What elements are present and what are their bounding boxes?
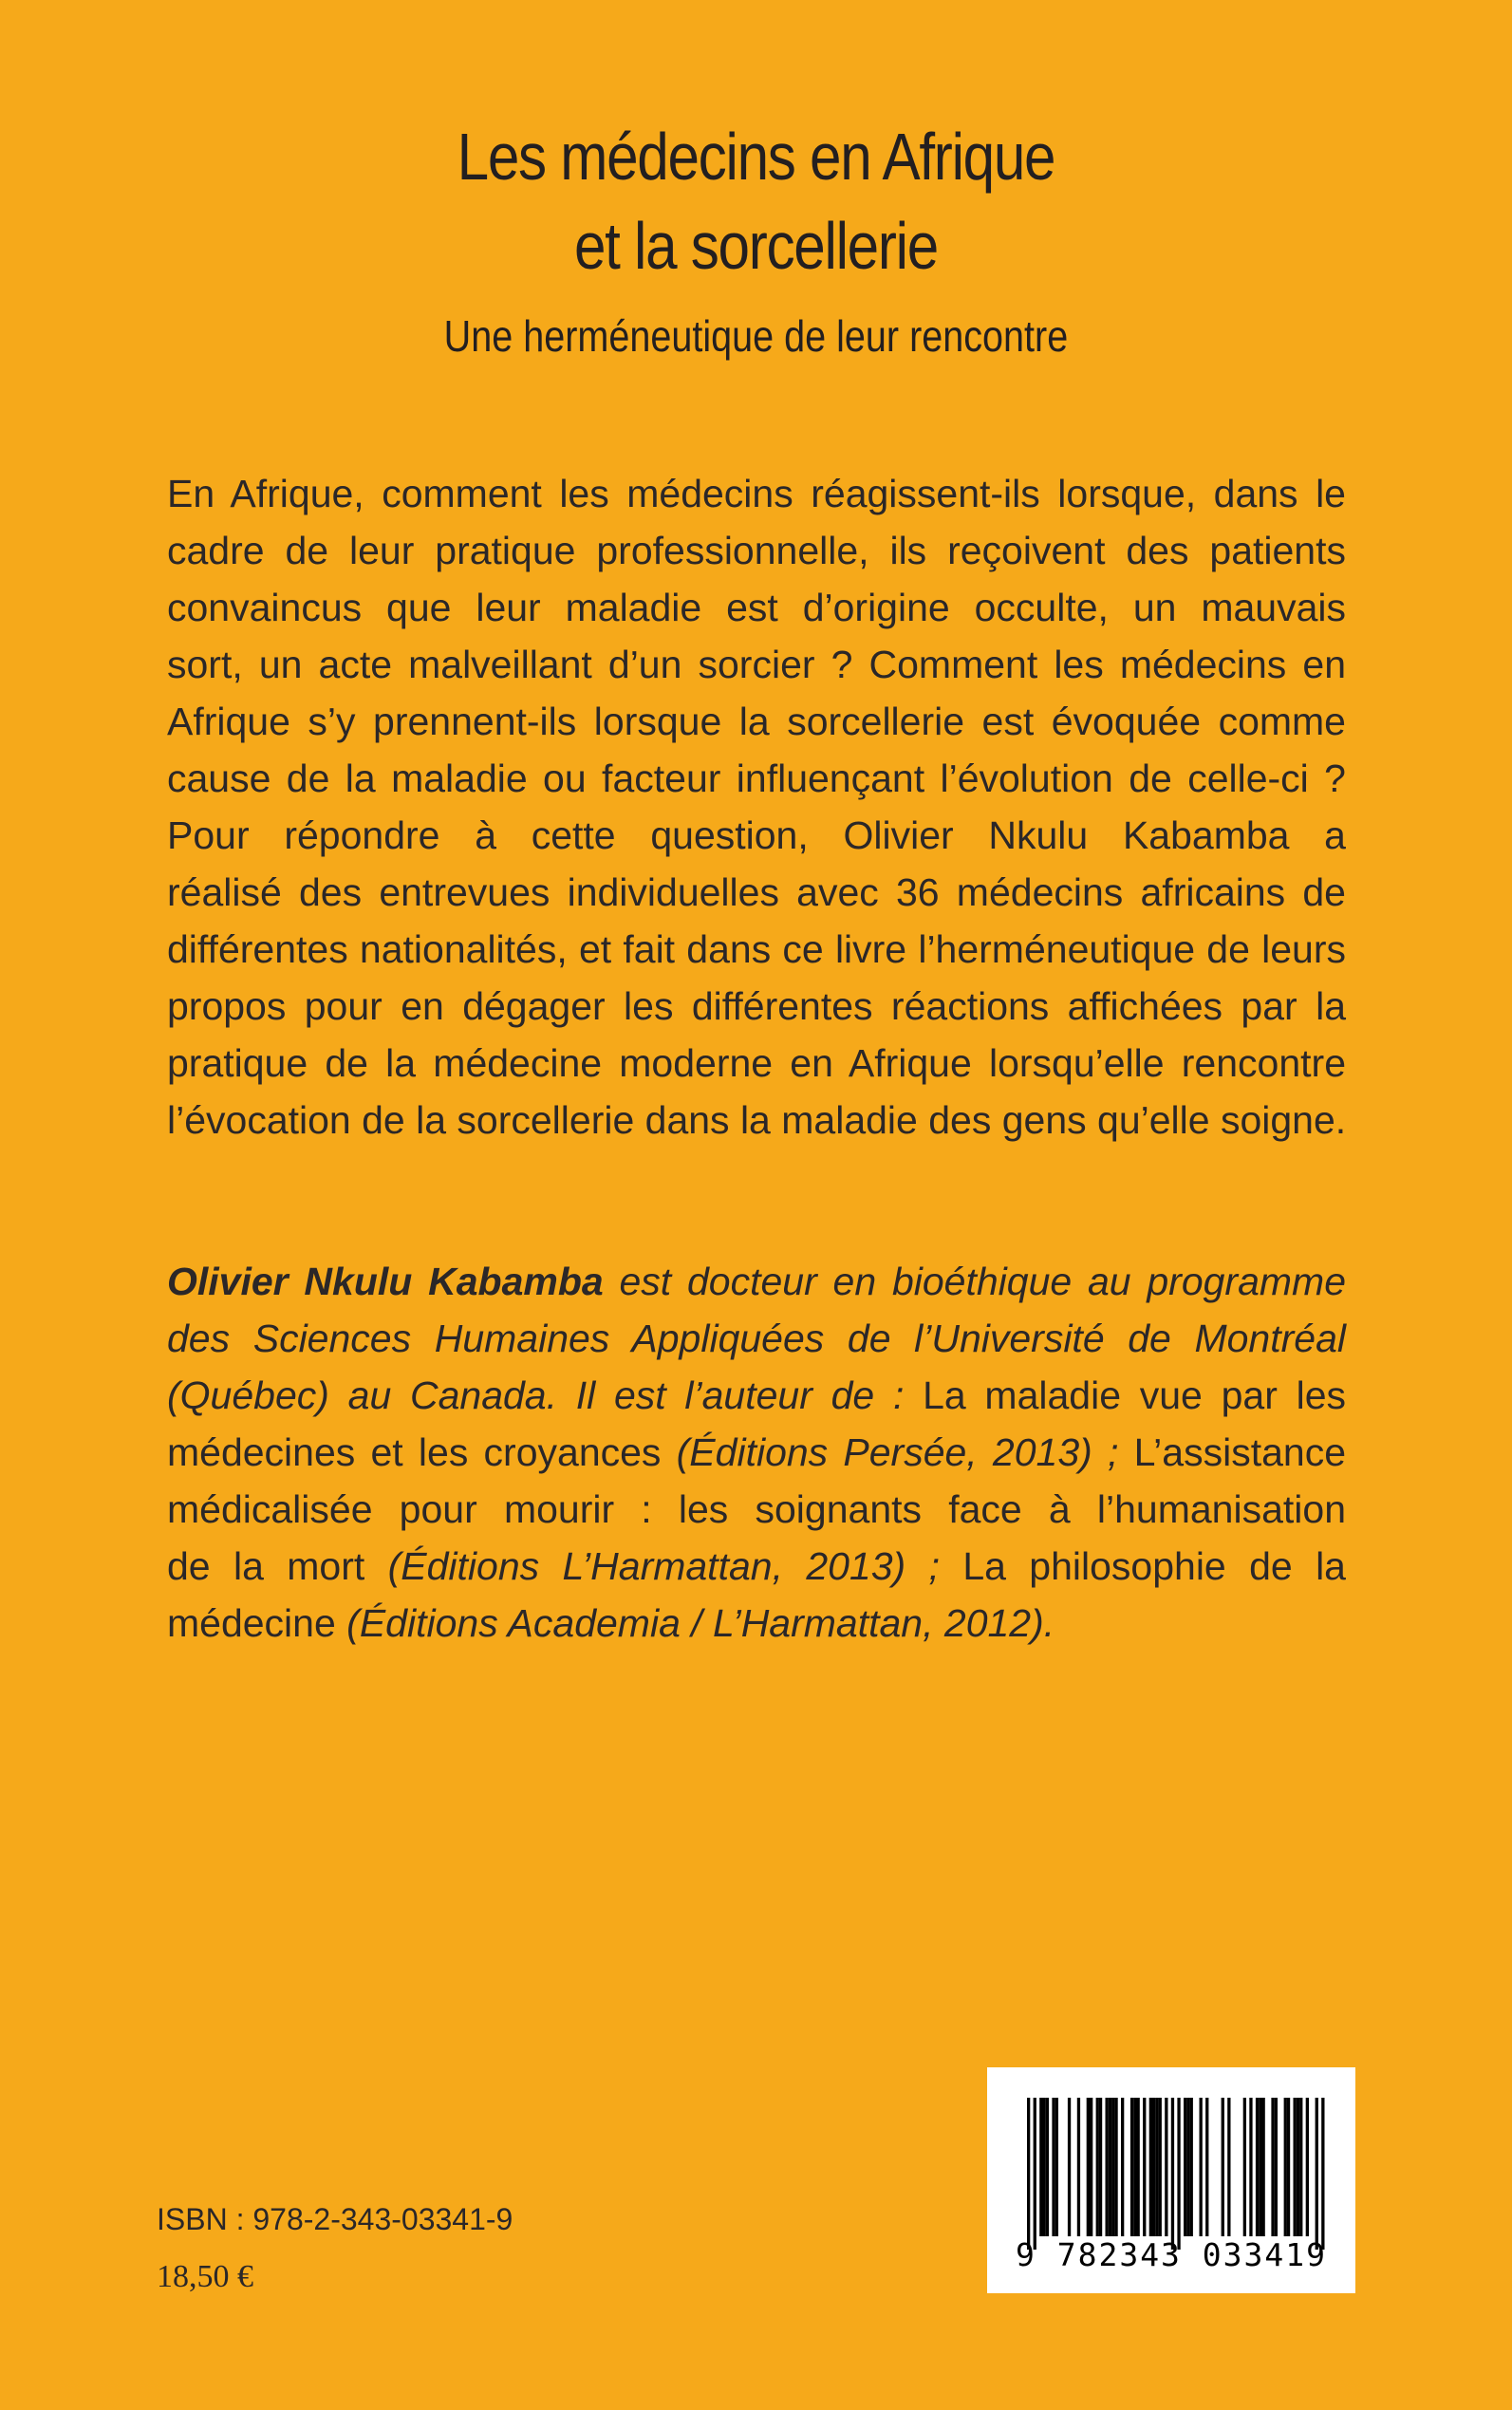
book-title-ref: de la mort: [167, 1544, 388, 1588]
barcode-bar: [1294, 2098, 1297, 2236]
book-title-ref: médecine: [167, 1601, 347, 1645]
barcode-bar: [1184, 2098, 1186, 2236]
title-line-2: et la sorcellerie: [573, 209, 938, 283]
summary-line: convaincus que leur maladie est d’origine occulte, un mauvais: [167, 586, 1346, 629]
barcode-bar: [1155, 2098, 1158, 2236]
barcode-bar: [1186, 2098, 1189, 2236]
barcode-bar: [1171, 2098, 1174, 2250]
author-bio: [167, 1253, 1346, 1652]
summary-line: pratique de la médecine moderne en Afrique lorsqu’elle rencontre: [167, 1041, 1346, 1085]
barcode-bar: [1109, 2098, 1111, 2236]
barcode-bar: [1284, 2098, 1287, 2236]
barcode-bar: [1149, 2098, 1152, 2236]
publisher-ref: (Éditions Persée, 2013) ;: [676, 1430, 1134, 1474]
barcode-bar: [1106, 2098, 1109, 2236]
barcode-bar: [1222, 2098, 1224, 2236]
barcode-bar: [1271, 2098, 1274, 2236]
price-label: 18,50 €: [157, 2259, 253, 2294]
barcode-bar: [1121, 2098, 1124, 2236]
barcode-bar: [1099, 2098, 1102, 2236]
book-subtitle: Une herméneutique de leur rencontre: [443, 311, 1069, 361]
bio-line: [167, 1367, 1346, 1424]
book-title-ref: La philosophie de la: [962, 1544, 1346, 1588]
bio-line: des Sciences Humaines Appliquées de l’Université de Montréal: [167, 1317, 1346, 1360]
summary-line: Afrique s’y prennent-ils lorsque la sorcellerie est évoquée comme: [167, 700, 1346, 743]
barcode-bar: [1043, 2098, 1046, 2236]
summary-line: cause de la maladie ou facteur influençant l’évolution de celle-ci ?: [167, 757, 1346, 800]
bio-text: est docteur en bioéthique au programme: [603, 1260, 1346, 1303]
barcode-bar: [1297, 2098, 1299, 2236]
bio-line: [167, 1424, 1346, 1481]
barcode-bar: [1177, 2098, 1180, 2250]
barcode-bar: [1114, 2098, 1117, 2236]
barcode-bar: [1205, 2098, 1208, 2236]
barcode-bar: [1137, 2098, 1140, 2236]
barcode-bar: [1190, 2098, 1193, 2236]
barcode-bar: [1130, 2098, 1133, 2236]
barcode-bar: [1111, 2098, 1114, 2236]
barcode-bar: [1299, 2098, 1302, 2236]
barcode-bar: [1090, 2098, 1092, 2236]
summary-line: cadre de leur pratique professionnelle, ils reçoivent des patients: [167, 529, 1346, 572]
barcode-bar: [1256, 2098, 1259, 2236]
summary-line: sort, un acte malveillant d’un sorcier ? Comment les médecins en: [167, 643, 1346, 686]
barcode-bar: [1077, 2098, 1080, 2236]
barcode-bar: [1243, 2098, 1246, 2236]
barcode-bar: [1152, 2098, 1155, 2236]
barcode-bar: [1316, 2098, 1318, 2250]
book-title: [105, 112, 1406, 290]
barcode: [987, 2067, 1355, 2293]
title-line-1: Les médecins en Afrique: [457, 120, 1055, 194]
barcode-bar: [1039, 2098, 1042, 2236]
summary-line: propos pour en dégager les différentes réactions affichées par la: [167, 984, 1346, 1028]
book-title-ref: La maladie vue par les: [923, 1373, 1347, 1417]
barcode-bar: [1165, 2098, 1167, 2236]
summary-line: différentes nationalités, et fait dans ce livre l’herméneutique de leurs: [167, 927, 1346, 971]
barcode-bar: [1068, 2098, 1071, 2236]
barcode-bar: [1321, 2098, 1324, 2250]
isbn-number: ISBN : 978-2-343-03341-9: [157, 2202, 513, 2236]
barcode-bar: [1259, 2098, 1261, 2236]
barcode-bar: [1306, 2098, 1309, 2236]
summary-line: réalisé des entrevues individuelles avec 36 médecins africains de: [167, 870, 1346, 914]
barcode-bar: [1096, 2098, 1099, 2236]
book-title-ref: L’assistance: [1133, 1430, 1346, 1474]
book-title-ref: médecines et les croyances: [167, 1430, 677, 1474]
summary-paragraph: [167, 465, 1346, 1149]
barcode-digits: 9 782343 033419: [1015, 2236, 1327, 2273]
barcode-bar: [1052, 2098, 1055, 2236]
barcode-bar: [1287, 2098, 1290, 2236]
bio-text: (Québec) au Canada. Il est l’auteur de :: [167, 1373, 924, 1417]
barcode-bar: [1275, 2098, 1278, 2236]
author-name: Olivier Nkulu Kabamba: [167, 1260, 604, 1303]
publisher-ref: (Éditions L’Harmattan, 2013) ;: [387, 1544, 963, 1588]
bio-line: [167, 1595, 1346, 1652]
barcode-bar: [1034, 2098, 1036, 2250]
bio-line: médicalisée pour mourir : les soignants face à l’humanisation: [167, 1487, 1346, 1531]
barcode-bar: [1143, 2098, 1146, 2236]
barcode-bar: [1133, 2098, 1136, 2236]
barcode-bar: [1227, 2098, 1230, 2236]
summary-line: En Afrique, comment les médecins réagissent-ils lorsque, dans le: [167, 472, 1346, 515]
barcode-bar: [1055, 2098, 1058, 2236]
barcode-bar: [1046, 2098, 1049, 2236]
barcode-bar: [1200, 2098, 1203, 2236]
bio-line: [167, 1253, 1346, 1310]
summary-line: l’évocation de la sorcellerie dans la maladie des gens qu’elle soigne.: [167, 1098, 1347, 1142]
barcode-bar: [1159, 2098, 1162, 2236]
barcode-bar: [1249, 2098, 1252, 2236]
bio-line: [167, 1538, 1346, 1595]
barcode-bar: [1027, 2098, 1030, 2250]
summary-line: Pour répondre à cette question, Olivier Nkulu Kabamba a: [167, 813, 1346, 857]
barcode-bar: [1262, 2098, 1265, 2236]
publisher-ref: (Éditions Academia / L’Harmattan, 2012).: [346, 1601, 1055, 1645]
barcode-bar: [1087, 2098, 1090, 2236]
